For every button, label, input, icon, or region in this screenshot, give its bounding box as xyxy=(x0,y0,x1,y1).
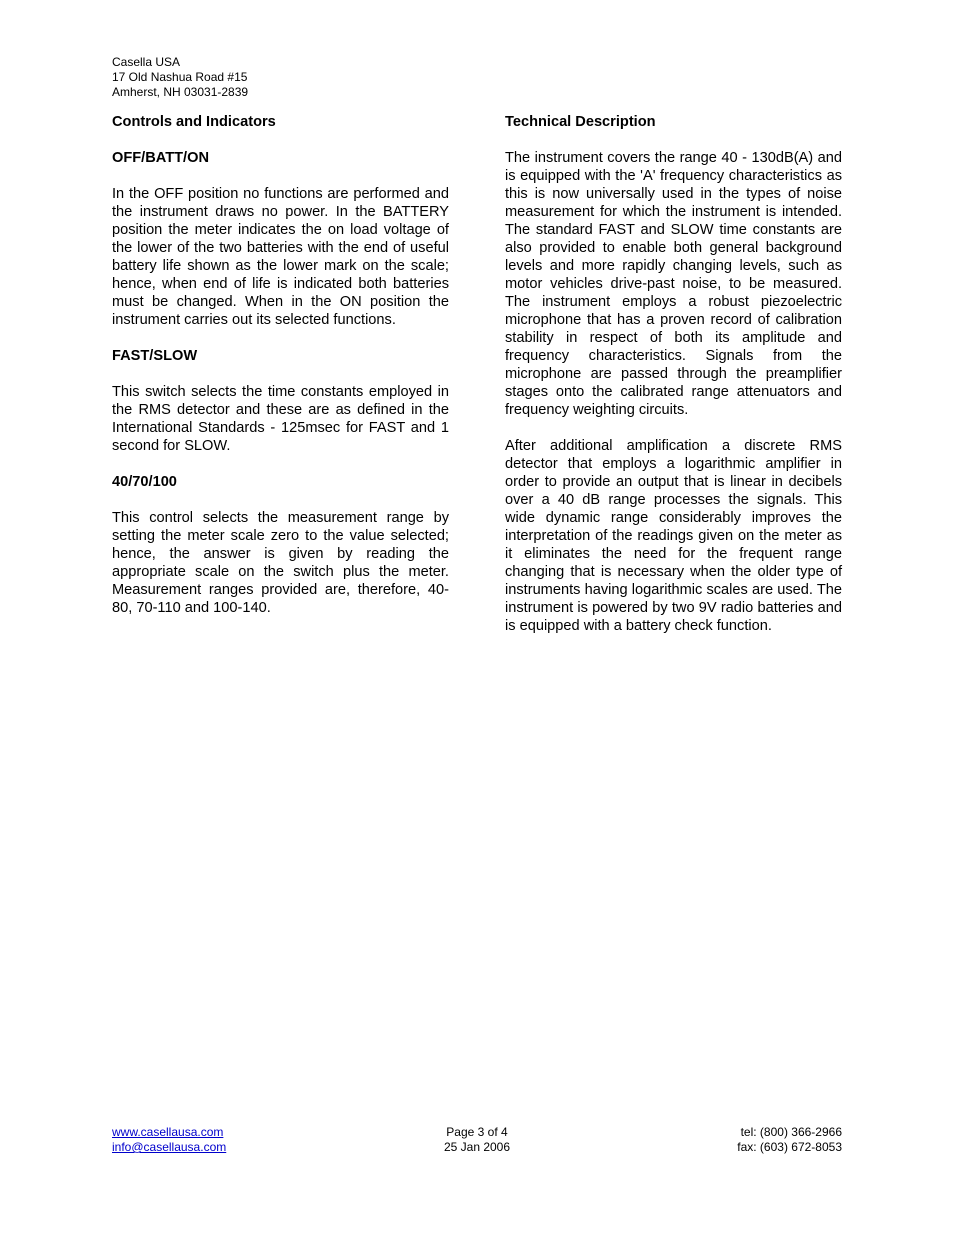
section-text-fast-slow: This switch selects the time constants employed in the RMS detector and these are as defined in the International Standards - 125msec for FAST and 1 second for SLOW. xyxy=(112,384,449,454)
page-number: Page 3 of 4 xyxy=(446,1125,508,1139)
section-text-range: This control selects the measurement range by setting the meter scale zero to the value selected; hence, the answer is given by reading the appropriate scale on the switch plus the meter. Measurement ranges provided are, therefore, 40-80, 70-110 and 100-140. xyxy=(112,510,449,616)
document-date: 25 Jan 2006 xyxy=(443,1140,511,1154)
left-column xyxy=(112,113,449,635)
footer-links xyxy=(112,1125,226,1155)
street-address: 17 Old Nashua Road #15 xyxy=(112,70,248,84)
footer-contact xyxy=(737,1125,842,1155)
email-link[interactable]: info@casellausa.com xyxy=(112,1140,227,1154)
city-state-zip: Amherst, NH 03031-2839 xyxy=(112,85,249,99)
technical-description-para-2: After additional amplification a discrete RMS detector that employs a logarithmic amplifier in order to provide an output that is linear in decibels over a 40 dB range processes the signals. This wide dynamic range considerably improves the interpretation of the readings given on the meter as it eliminates the need for the frequent range changing that is necessary when the older type of instruments having logarithmic scales are used. The instrument is powered by two 9V radio batteries and is equipped with a battery check function. xyxy=(505,438,842,634)
right-column xyxy=(505,113,842,653)
technical-description-para-1: The instrument covers the range 40 - 130dB(A) and is equipped with the 'A' frequency characteristics as this is now universally used in the types of noise measurement for which the instrument is intended. The standard FAST and SLOW time constants are also provided to enable both general background levels and more rapidly changing levels, such as motor vehicles drive-past noise, to be measured. The instrument employs a robust piezoelectric microphone that has a proven record of calibration stability in respect of both its amplitude and frequency characteristics. Signals from the microphone are passed through the preamplifier stages onto the calibrated range attenuators and frequency weighting circuits. xyxy=(505,150,842,418)
technical-description-title: Technical Description xyxy=(505,114,656,130)
section-text-off-batt-on: In the OFF position no functions are performed and the instrument draws no power. In the BATTERY position the meter indicates the on load voltage of the lower of the two batteries with the end of useful battery life shown as the lower mark on the scale; hence, when end of life is indicated both batteries must be changed. When in the ON position the instrument carries out its selected functions. xyxy=(112,186,449,328)
section-heading-fast-slow: FAST/SLOW xyxy=(112,348,198,364)
website-link[interactable]: www.casellausa.com xyxy=(112,1125,224,1139)
section-heading-range: 40/70/100 xyxy=(112,474,177,490)
section-heading-off-batt-on: OFF/BATT/ON xyxy=(112,150,210,166)
company-name: Casella USA xyxy=(112,55,181,69)
fax: fax: (603) 672-8053 xyxy=(737,1140,842,1154)
company-address xyxy=(112,55,248,100)
controls-title: Controls and Indicators xyxy=(112,114,276,130)
telephone: tel: (800) 366-2966 xyxy=(740,1125,842,1139)
footer-page-info xyxy=(377,1125,577,1155)
